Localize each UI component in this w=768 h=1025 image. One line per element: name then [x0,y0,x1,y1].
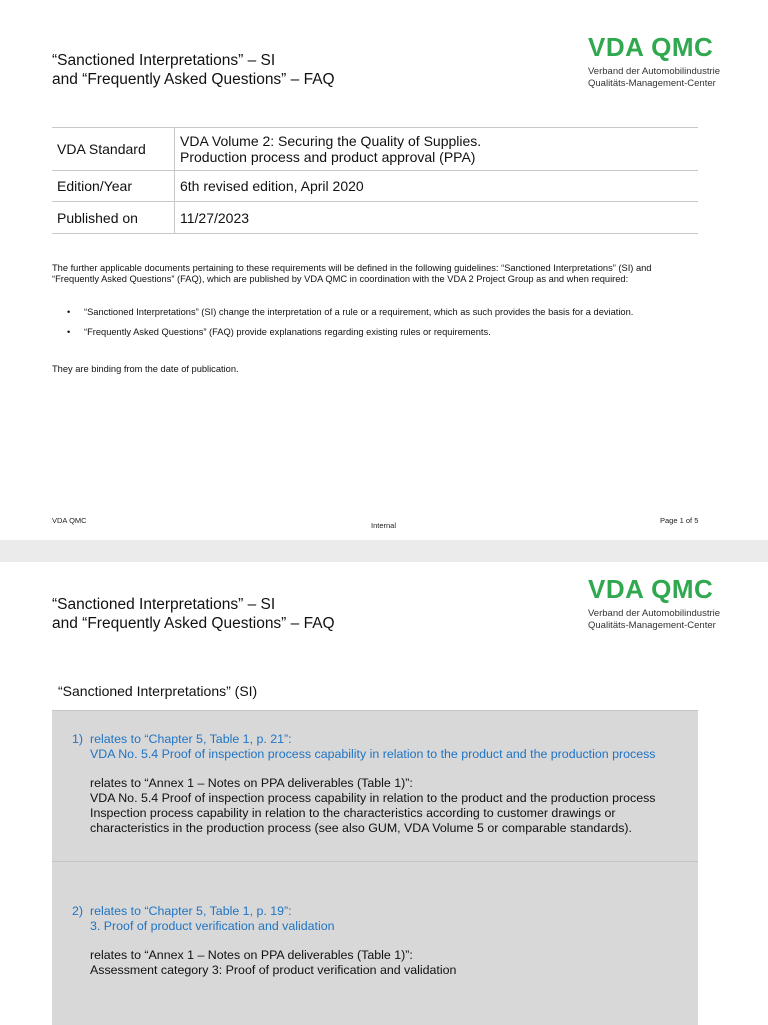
si-entry-reference [72,904,692,934]
list-item [52,307,692,318]
intro-paragraph: The further applicable documents pertaining to these requirements will be defined in the following guidelines: “Sanctioned Interpretations” (SI) and “Frequently Asked Questions” (FAQ), which are published by VDA QMC in coordination with the VDA 2 Project Group as and when required: [52,263,652,285]
bullet-icon: • [67,327,71,338]
title-line-1: “Sanctioned Interpretations” – SI [52,596,276,613]
title-line-2: and “Frequently Asked Questions” – FAQ [52,615,335,632]
annex-line: relates to “Annex 1 – Notes on PPA deliverables (Table 1)”: [90,776,413,790]
vda-qmc-logo [588,34,738,90]
title-line-2: and “Frequently Asked Questions” – FAQ [52,71,335,88]
table-row [52,128,698,171]
intro-bullet-list [52,307,692,348]
closing-paragraph: They are binding from the date of publication. [52,364,239,374]
reference-line: VDA No. 5.4 Proof of inspection process capability in relation to the product and the production process [90,747,656,761]
table-value: 11/27/2023 [175,202,699,234]
table-key: Published on [52,202,175,234]
reference-line: 3. Proof of product verification and validation [90,919,335,933]
reference-line: relates to “Chapter 5, Table 1, p. 19”: [90,904,292,918]
si-entry-reference [72,732,692,762]
annex-line: relates to “Annex 1 – Notes on PPA deliverables (Table 1)”: [90,948,413,962]
logo-subtitle-2: Qualitäts-Management-Center [588,78,716,89]
logo-subtitle-2: Qualitäts-Management-Center [588,620,716,631]
si-entry-number: 1) [72,732,84,746]
table-value [175,128,699,171]
table-row [52,202,698,234]
footer-page-number: Page 1 of 5 [660,516,699,525]
bullet-text: “Frequently Asked Questions” (FAQ) provide explanations regarding existing rules or requirements. [84,327,491,338]
annex-line: Assessment category 3: Proof of product verification and validation [90,963,457,977]
table-value: 6th revised edition, April 2020 [175,171,699,202]
logo-subtitle-1: Verband der Automobilindustrie [588,608,721,619]
annex-line: Inspection process capability in relation to the characteristics according to customer drawings or [90,806,616,820]
logo-mark: VDA QMC [588,574,714,604]
annex-line: characteristics in the production process (see also GUM, VDA Volume 5 or comparable standards). [90,821,632,835]
vda-qmc-logo [588,576,738,632]
footer-classification: Internal [371,521,397,530]
si-entries-box [52,710,698,1025]
annex-line: VDA No. 5.4 Proof of inspection process capability in relation to the product and the production process [90,791,656,805]
standard-info-table [52,127,698,234]
si-section-heading: “Sanctioned Interpretations” (SI) [58,683,258,699]
table-key: Edition/Year [52,171,175,202]
si-entry-1 [72,732,692,836]
logo-mark: VDA QMC [588,32,714,62]
title-line-1: “Sanctioned Interpretations” – SI [52,52,276,69]
si-entry-2 [72,904,692,978]
table-value-line: Production process and product approval (PPA) [180,149,476,165]
document-title [52,51,335,89]
footer-left: VDA QMC [52,516,87,525]
si-entry-annex [72,776,692,836]
table-key: VDA Standard [52,128,175,171]
si-entry-annex [72,948,692,978]
bullet-icon: • [67,307,71,317]
document-page-2 [0,562,768,1024]
table-value-line: VDA Volume 2: Securing the Quality of Supplies. [180,133,482,149]
logo-subtitle-1: Verband der Automobilindustrie [588,66,721,77]
si-entry-number: 2) [72,904,84,918]
list-item [52,327,692,338]
bullet-text: “Sanctioned Interpretations” (SI) change the interpretation of a rule or a requirement, which as such provides the basis for a deviation. [84,307,634,317]
entry-divider [52,861,698,862]
reference-line: relates to “Chapter 5, Table 1, p. 21”: [90,732,292,746]
table-row [52,171,698,202]
document-title [52,595,335,633]
page-separator [0,540,768,562]
